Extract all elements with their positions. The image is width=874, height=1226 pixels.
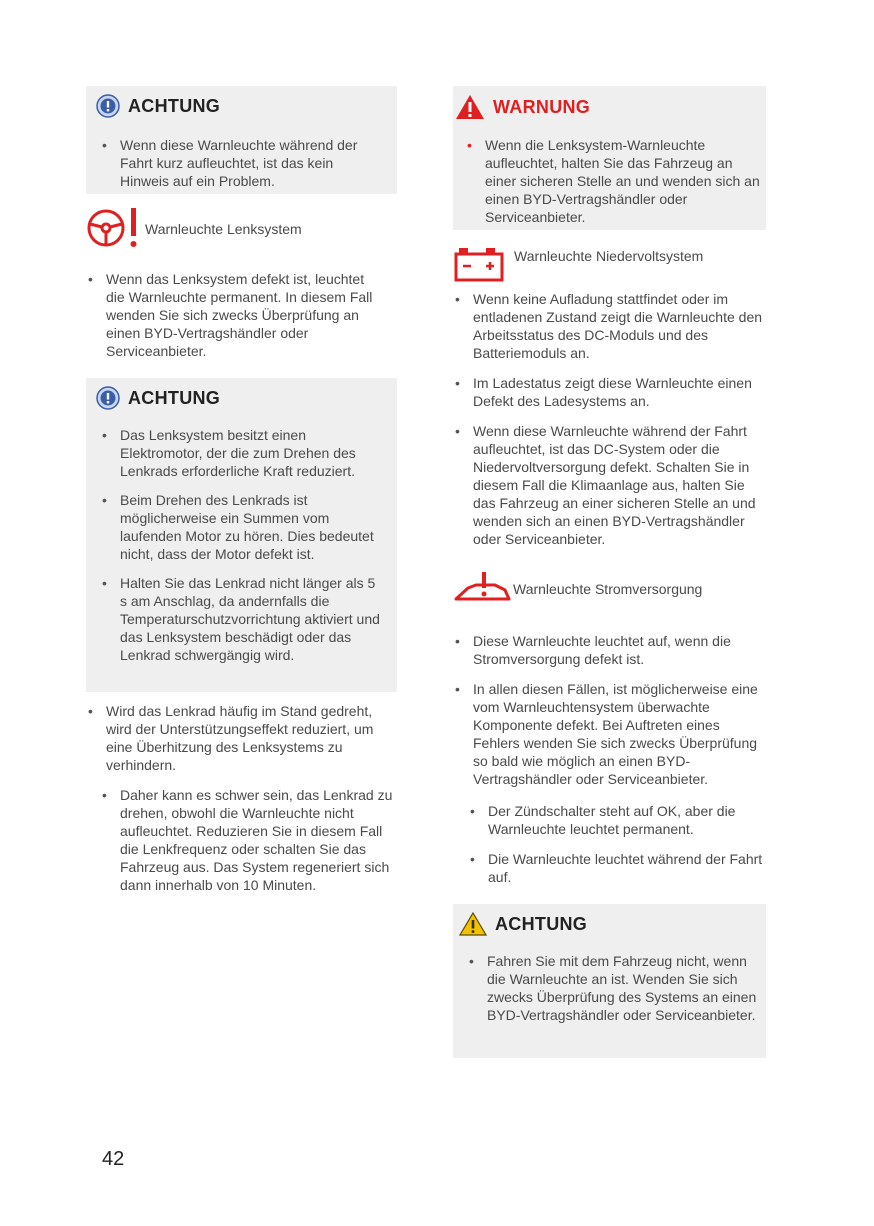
after-sub-list [100,786,398,894]
warning-header [455,94,590,120]
list-item: • In allen diesen Fällen, ist möglicherweise eine vom Warnleuchtensystem überwachte Komponente defekt. Bei Auftreten eines Fehlers wenden Sie sich zwecks Überprüfung so bald wie möglich an einen BYD-Vertragshändler oder Serviceanbieter. [453,680,767,788]
caution-title: ACHTUNG [128,387,221,408]
info-icon [96,94,120,118]
info-icon [96,386,120,410]
list-item: • Wenn das Lenksystem defekt ist, leuchtet die Warnleuchte permanent. In diesem Fall wenden Sie sich zwecks Überprüfung an einen BYD-Vertragshändler oder Serviceanbieter. [86,270,386,360]
caution-list [467,952,757,1024]
list-item: • Wenn keine Aufladung stattfindet oder im entladenen Zustand zeigt die Warnleuchte den Arbeitsstatus des DC-Moduls und des Batteriemoduls an. [453,290,765,362]
list-item: • Wenn die Lenksystem-Warnleuchte aufleuchtet, halten Sie das Fahrzeug an einer sicheren Stelle an und wenden sich an einen BYD-Vertragshändler oder Serviceanbieter. [465,136,760,226]
battery-warning-icon [453,246,509,284]
power-list [453,632,767,788]
caution-title: ACHTUNG [128,95,221,116]
steering-warning-icon [86,206,144,250]
list-item: • Die Warnleuchte leuchtet während der Fahrt auf. [468,850,768,886]
battery-warning-label: Warnleuchte Niedervoltsystem [514,248,704,264]
warning-list [465,136,760,226]
warning-triangle-icon [459,912,487,936]
caution-header [96,386,220,410]
after-list [86,702,396,774]
caution-title: ACHTUNG [495,913,588,934]
caution-list [100,426,385,664]
warning-box-right [453,86,766,230]
list-item: • Diese Warnleuchte leuchtet auf, wenn die Stromversorgung defekt ist. [453,632,767,668]
power-warning-label: Warnleuchte Stromversorgung [513,581,703,597]
list-item: • Daher kann es schwer sein, das Lenkrad zu drehen, obwohl die Warnleuchte nicht aufleuchtet. Reduzieren Sie in diesem Fall die Lenkfrequenz oder schalten Sie das Fahrzeug aus. Das System regeneriert sich dann innerhalb von 10 Minuten. [100,786,398,894]
page-number: 42 [102,1148,125,1170]
steering-list [86,270,386,360]
caution-box-left-2 [86,378,397,692]
list-item: • Wenn diese Warnleuchte während der Fahrt aufleuchtet, ist das DC-System oder die Niedervoltversorgung defekt. Schalten Sie in diesem Fall die Klimaanlage aus, halten Sie das Fahrzeug an einer sicheren Stelle an und wenden sich an einen BYD-Vertragshändler oder Serviceanbieter. [453,422,765,548]
power-sub-list [468,802,768,886]
steering-warning-label: Warnleuchte Lenksystem [145,221,302,237]
caution-box-left-1 [86,86,397,194]
caution-header [96,94,220,118]
list-item: • Wird das Lenkrad häufig im Stand gedreht, wird der Unterstützungseffekt reduziert, um eine Überhitzung des Lenksystems zu verhindern. [86,702,396,774]
list-item: • Wenn diese Warnleuchte während der Fahrt kurz aufleuchtet, ist das kein Hinweis auf ein Problem. [100,136,385,190]
warning-triangle-icon [455,94,485,120]
warning-title: WARNUNG [493,96,591,117]
list-item: • Beim Drehen des Lenkrads ist möglicherweise ein Summen vom laufenden Motor zu hören. Dies bedeutet nicht, dass der Motor defekt ist. [100,491,385,563]
list-item: • Halten Sie das Lenkrad nicht länger als 5 s am Anschlag, da andernfalls die Temperaturschutzvorrichtung aktiviert und das Lenksystem beschädigt oder das Lenkrad schwergängig wird. [100,574,385,664]
list-item: • Der Zündschalter steht auf OK, aber die Warnleuchte leuchtet permanent. [468,802,768,838]
caution-box-right [453,904,766,1058]
list-item: • Fahren Sie mit dem Fahrzeug nicht, wenn die Warnleuchte an ist. Wenden Sie sich zwecks Überprüfung des Systems an einen BYD-Vertragshändler oder Serviceanbieter. [467,952,757,1024]
caution-list [100,136,385,190]
caution-header [459,912,587,936]
power-warning-icon [453,570,513,606]
list-item: • Im Ladestatus zeigt diese Warnleuchte einen Defekt des Ladesystems an. [453,374,765,410]
list-item: • Das Lenksystem besitzt einen Elektromotor, der die zum Drehen des Lenkrads erforderliche Kraft reduziert. [100,426,385,480]
battery-list [453,290,765,548]
